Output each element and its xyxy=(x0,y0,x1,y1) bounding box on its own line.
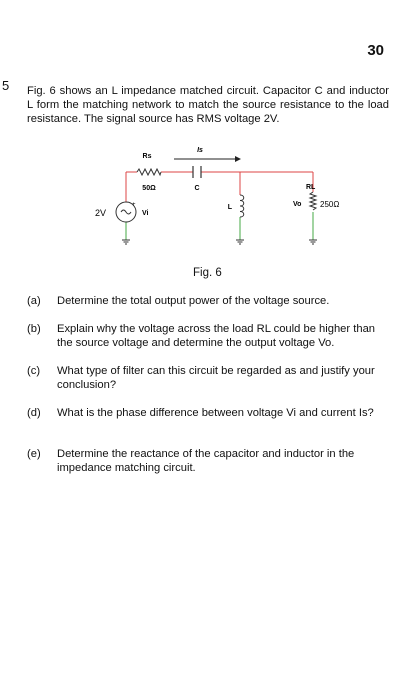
part-label: (d) xyxy=(27,407,41,419)
source-label: 2V xyxy=(95,208,107,218)
part-text: Explain why the voltage across the load RL could be higher than the source voltage and determine the output voltage Vo. xyxy=(57,323,376,349)
part-label: (e) xyxy=(27,448,41,460)
part-label: (c) xyxy=(27,365,41,377)
ground-inductor xyxy=(236,240,244,244)
part-text: What type of filter can this circuit be regarded as and justify your conclusion? xyxy=(57,365,375,391)
vo-label: Vo xyxy=(293,201,302,208)
part-label: (b) xyxy=(27,323,41,335)
current-arrowhead xyxy=(235,156,241,162)
part-text: What is the phase difference between voltage Vi and current Is? xyxy=(57,407,374,419)
page-number: 30 xyxy=(367,42,384,59)
circuit-wires xyxy=(126,172,313,240)
rs-value: 50Ω xyxy=(142,185,156,192)
question-intro: Fig. 6 shows an L impedance matched circuit. Capacitor C and inductor L form the matching network to match the source resistance to the load resistance. The signal source has RMS voltage 2V. xyxy=(27,85,389,125)
inductor xyxy=(240,195,244,217)
capacitor-label: C xyxy=(194,185,200,192)
question-number: 5 xyxy=(2,78,10,93)
part-text: Determine the reactance of the capacitor and inductor in the impedance matching circuit. xyxy=(57,448,355,474)
rl-value: 250Ω xyxy=(320,200,340,209)
capacitor xyxy=(193,166,201,178)
rs-label: Rs xyxy=(142,153,152,160)
figure-caption: Fig. 6 xyxy=(193,267,222,279)
inductor-label: L xyxy=(227,204,232,211)
ground-source xyxy=(122,240,130,244)
part-text: Determine the total output power of the voltage source. xyxy=(57,295,330,307)
source-tilde xyxy=(121,210,131,214)
circuit-diagram xyxy=(60,140,340,265)
source-plus: + xyxy=(132,202,136,208)
rl-resistor xyxy=(310,192,316,210)
part-label: (a) xyxy=(27,295,41,307)
rl-label: RL xyxy=(306,184,316,191)
vi-label: Vi xyxy=(142,210,149,217)
ground-load xyxy=(309,240,317,244)
rs-resistor xyxy=(137,169,161,175)
current-label: Is xyxy=(197,147,203,154)
